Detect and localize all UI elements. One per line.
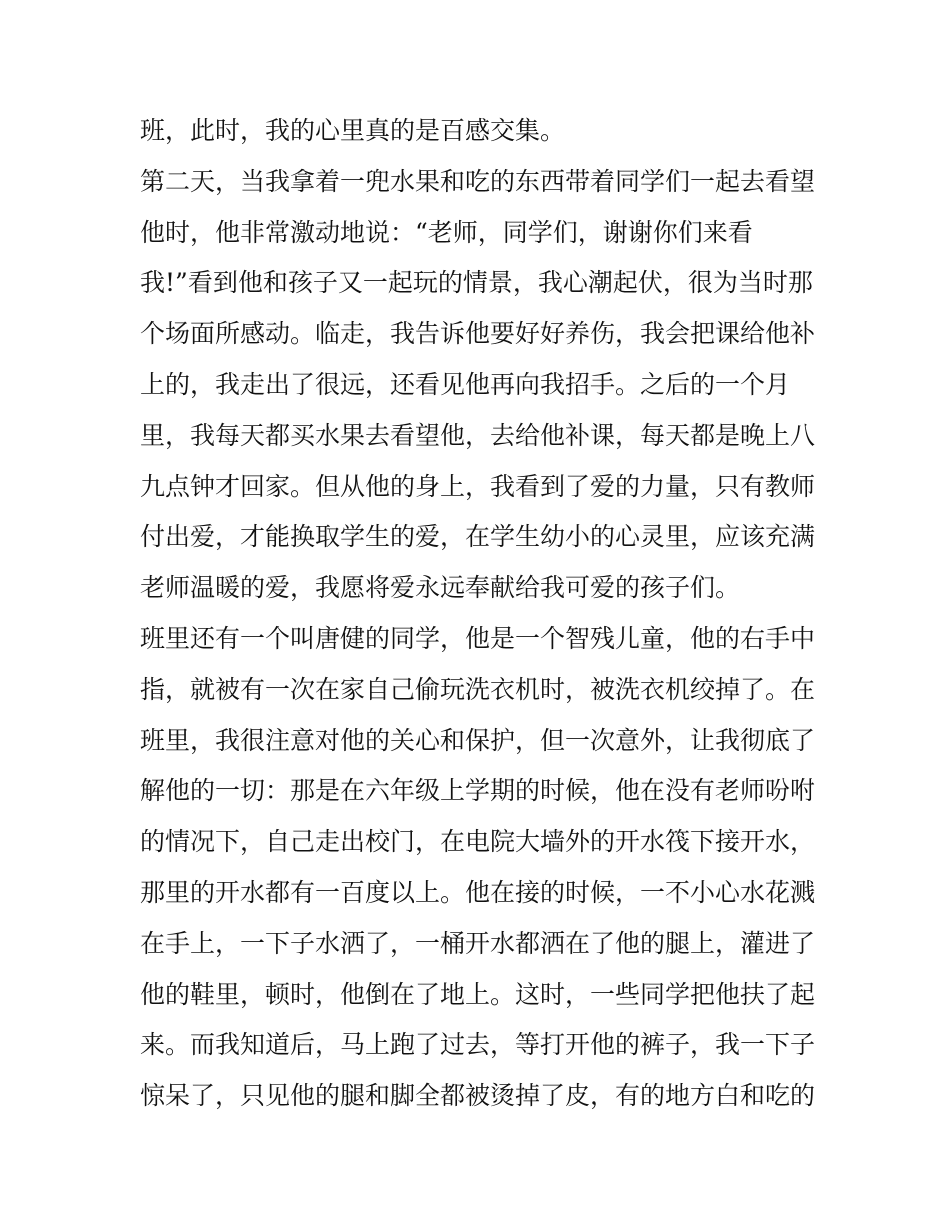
text-line: 我!”看到他和孩子又一起玩的情景，我心潮起伏，很为当时那 — [140, 268, 813, 298]
text-line: 那里的开水都有一百度以上。他在接的时候，一不小心水花溅 — [140, 877, 816, 907]
text-line: 惊呆了，只见他的腿和脚全都被烫掉了皮，有的地方白和吃的 — [140, 1081, 816, 1111]
text-line: 指，就被有一次在家自己偷玩洗衣机时，被洗衣机绞掉了。在 — [140, 674, 816, 704]
text-line: 上的，我走出了很远，还看见他再向我招手。之后的一个月 — [140, 369, 791, 399]
text-line: 第二天，当我拿着一兜水果和吃的东西带着同学们一起去看望 — [140, 166, 816, 196]
text-line: 解他的一切：那是在六年级上学期的时候，他在没有老师吩咐 — [140, 776, 816, 806]
text-line: 他时，他非常激动地说：“老师，同学们，谢谢你们来看 — [140, 217, 753, 247]
text-line: 在手上，一下子水洒了，一桶开水都洒在了他的腿上，灌进了 — [140, 928, 816, 958]
text-line: 班里还有一个叫唐健的同学，他是一个智残儿童，他的右手中 — [140, 623, 816, 653]
text-line: 班里，我很注意对他的关心和保护，但一次意外，让我彻底了 — [140, 725, 816, 755]
text-line: 的情况下，自己走出校门，在电院大墙外的开水筏下接开水， — [140, 827, 816, 857]
text-line: 他的鞋里，顿时，他倒在了地上。这时，一些同学把他扶了起 — [140, 979, 816, 1009]
text-line: 来。而我知道后，马上跑了过去，等打开他的裤子，我一下子 — [140, 1030, 816, 1060]
text-line: 九点钟才回家。但从他的身上，我看到了爱的力量，只有教师 — [140, 471, 816, 501]
text-line: 个场面所感动。临走，我告诉他要好好养伤，我会把课给他补 — [140, 319, 816, 349]
text-line: 里，我每天都买水果去看望他，去给他补课，每天都是晚上八 — [140, 420, 816, 450]
text-line: 班，此时，我的心里真的是百感交集。 — [140, 116, 566, 145]
text-line: 老师温暖的爱，我愿将爱永远奉献给我可爱的孩子们。 — [140, 573, 741, 603]
document-body — [140, 106, 815, 1122]
text-line: 付出爱，才能换取学生的爱，在学生幼小的心灵里，应该充满 — [140, 522, 816, 552]
